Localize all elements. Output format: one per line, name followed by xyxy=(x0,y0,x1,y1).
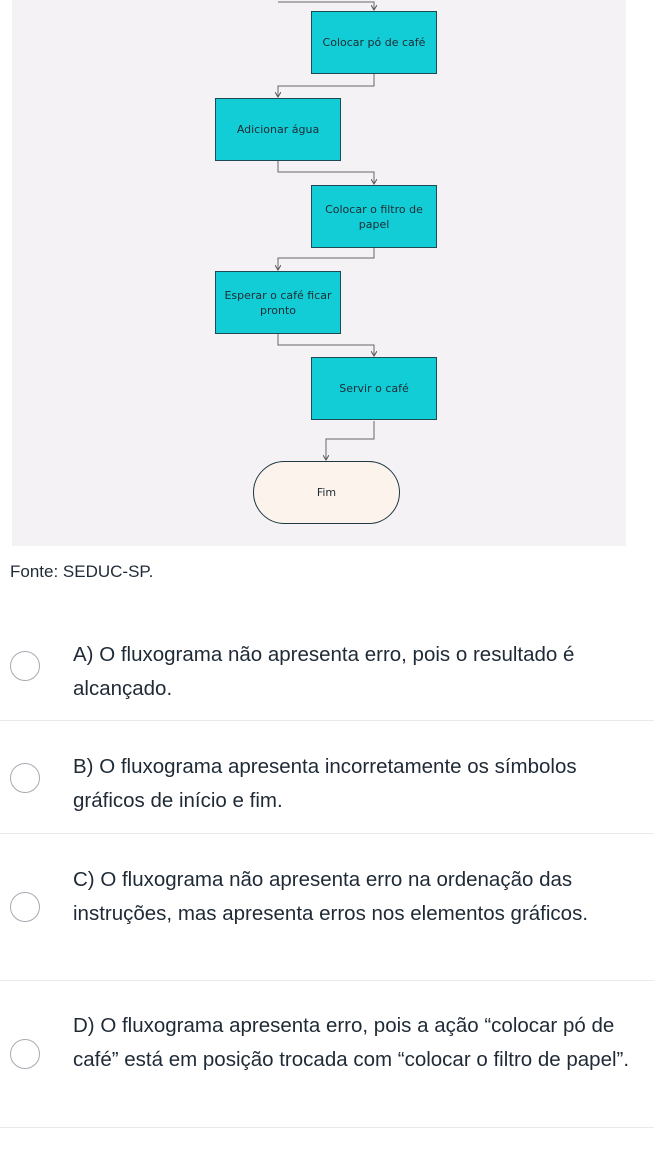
radio-option-c[interactable] xyxy=(10,892,40,922)
answer-option-c[interactable] xyxy=(0,865,654,980)
option-d-text: D) O fluxograma apresenta erro, pois a ação “colocar pó de café” está em posição trocada com “colocar o filtro de papel”. xyxy=(73,1014,630,1071)
option-divider xyxy=(0,720,654,721)
flow-end-label: Fim xyxy=(316,486,337,499)
flow-step-4 xyxy=(215,271,341,334)
flow-step-4-label: Esperar o café ficar pronto xyxy=(224,288,332,317)
connector-top xyxy=(278,2,374,10)
option-c-text: C) O fluxograma não apresenta erro na ordenação das instruções, mas apresenta erros nos elementos gráficos. xyxy=(73,868,589,925)
flow-step-1-label: Colocar pó de café xyxy=(322,36,426,49)
answer-option-a[interactable] xyxy=(0,640,654,720)
flow-step-1 xyxy=(311,11,437,74)
option-b-text: B) O fluxograma apresenta incorretamente os símbolos gráficos de início e fim. xyxy=(73,755,577,812)
flow-step-2 xyxy=(215,98,341,161)
answer-option-b[interactable] xyxy=(0,752,654,832)
connector-1-2 xyxy=(278,74,374,97)
flow-step-2-label: Adicionar água xyxy=(236,123,320,136)
option-divider xyxy=(0,980,654,981)
flow-step-5 xyxy=(311,357,437,420)
option-a-text: A) O fluxograma não apresenta erro, pois o resultado é alcançado. xyxy=(73,643,575,700)
flow-step-3-label: Colocar o filtro de papel xyxy=(325,202,423,231)
flow-end-terminal xyxy=(253,461,400,524)
radio-option-d[interactable] xyxy=(10,1039,40,1069)
answer-option-d[interactable] xyxy=(0,1011,654,1126)
flow-step-5-label: Servir o café xyxy=(339,382,409,395)
source-caption: Fonte: SEDUC-SP. xyxy=(10,562,154,581)
option-divider xyxy=(0,1127,654,1128)
connector-2-3 xyxy=(278,160,374,184)
connector-5-end xyxy=(326,421,374,460)
radio-option-b[interactable] xyxy=(10,763,40,793)
option-divider xyxy=(0,833,654,834)
flow-step-3 xyxy=(311,185,437,248)
radio-option-a[interactable] xyxy=(10,651,40,681)
connector-3-4 xyxy=(278,247,374,270)
connector-4-5 xyxy=(278,334,374,356)
